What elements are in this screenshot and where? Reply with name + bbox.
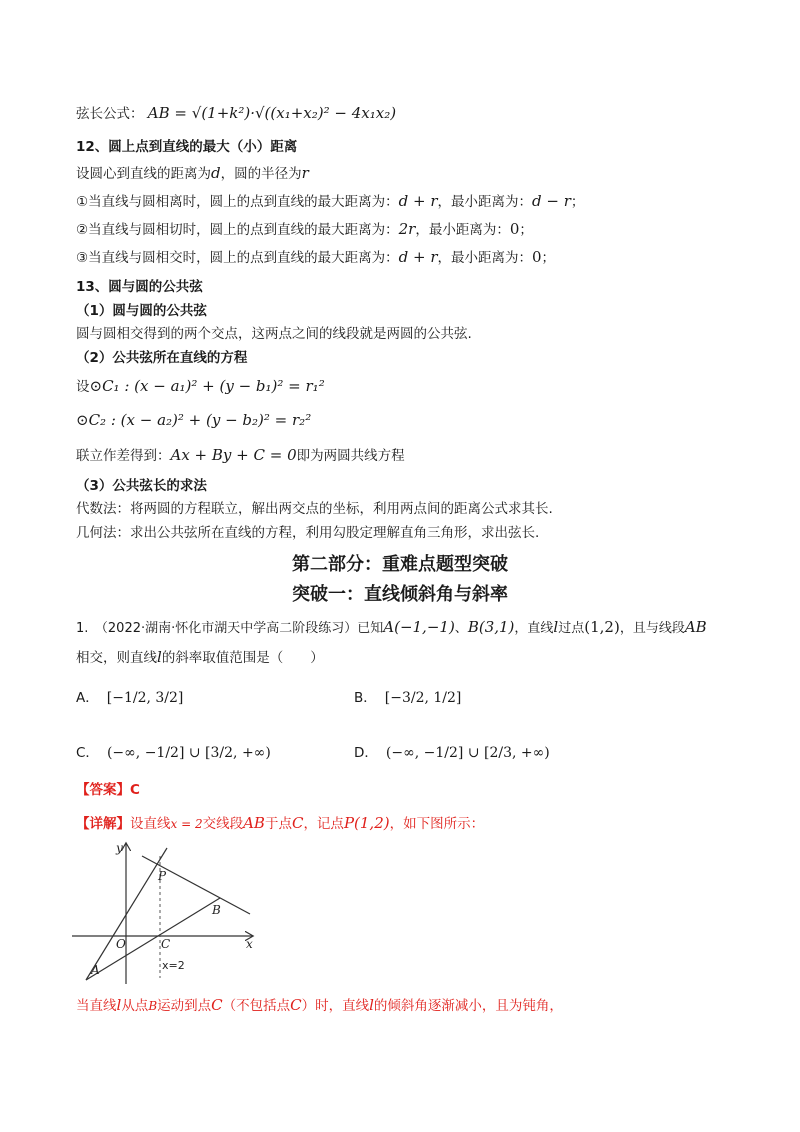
text: 当直线 (76, 998, 117, 1014)
text: 设 (76, 379, 90, 395)
text: ，最小距离为： (415, 222, 510, 238)
label-x: x (246, 937, 253, 951)
heading-13-3: （3）公共弦长的求法 (76, 478, 207, 494)
text: 、 (454, 621, 468, 636)
option-c[interactable] (76, 743, 271, 763)
heading-13-2: （2）公共弦所在直线的方程 (76, 350, 248, 366)
line-pb (142, 856, 250, 914)
math-min: 0 (532, 248, 542, 266)
option-label: B． (354, 690, 377, 706)
answer-value: C (130, 782, 140, 798)
text: ，圆的半径为 (220, 166, 302, 182)
label-b: B (212, 903, 221, 917)
text: ③当直线与圆相交时，圆上的点到直线的最大距离为： (76, 250, 399, 266)
math-d: d (211, 164, 221, 182)
circle1-equation (76, 376, 325, 397)
chord-length-formula: AB = √(1+k²)·√((x₁+x₂)² − 4x₁x₂) (147, 104, 397, 122)
math-max: 2r (398, 220, 416, 238)
line-13-1: 圆与圆相交得到的两个交点，这两点之间的线段就是两圆的公共弦. (76, 326, 472, 342)
answer-tag: 【答案】 (76, 782, 130, 798)
point-c: C (211, 996, 223, 1014)
text: 1. （2022·湖南·怀化市湖天中学高二阶段练习）已知 (76, 621, 384, 636)
option-label: C． (76, 745, 99, 761)
text: 交线段 (202, 816, 244, 832)
segment-ab (86, 898, 220, 980)
math-max: d + r (398, 248, 438, 266)
text: ； (519, 222, 533, 238)
text: ，最小距离为： (437, 250, 532, 266)
heading-12: 12、圆上点到直线的最大（小）距离 (76, 139, 298, 155)
text: ； (541, 250, 556, 266)
final-line (76, 995, 563, 1016)
line-12-case2 (76, 219, 533, 240)
text: 于点 (264, 816, 292, 832)
text: ，最小距离为： (437, 194, 532, 210)
part2-title: 第二部分：重难点题型突破 (292, 554, 508, 575)
option-value: [−1/2, 3/2] (106, 690, 184, 706)
circle2-formula: ⊙C₂ : (x − a₂)² + (y − b₂)² = r₂² (76, 411, 312, 429)
line-12-case3 (76, 247, 555, 268)
heading-13-1: （1）圆与圆的公共弦 (76, 303, 207, 319)
chord-length-line (76, 103, 396, 124)
segment-ab: AB (684, 618, 707, 636)
option-value: (−∞, −1/2] ∪ [3/2, +∞) (106, 745, 271, 761)
option-b[interactable] (354, 688, 461, 708)
text: ，直线 (514, 621, 554, 636)
option-value: (−∞, −1/2] ∪ [2/3, +∞) (385, 745, 550, 761)
text: 相交，则直线 (76, 650, 157, 666)
line-12-case1 (76, 191, 584, 212)
line-l: l (369, 996, 374, 1014)
text: 即为两圆共线方程 (296, 448, 405, 464)
combine-formula: Ax + By + C = 0 (170, 446, 297, 464)
question-line2 (76, 647, 324, 668)
answer-line (76, 780, 140, 800)
geometry-figure (70, 838, 270, 988)
text: ，记点 (303, 816, 344, 832)
text: 过点 (558, 621, 585, 636)
detail-tag: 【详解】 (76, 816, 130, 832)
circle2-equation (76, 410, 311, 431)
detail-line (76, 813, 484, 834)
text: ②当直线与圆相切时，圆上的点到直线的最大距离为： (76, 222, 399, 238)
circle1-formula: ⊙C₁ : (x − a₁)² + (y − b₁)² = r₁² (89, 377, 325, 395)
point: (1,2) (584, 618, 620, 636)
text: ； (570, 194, 585, 210)
text: 的倾斜角逐渐减小，且为钝角， (373, 998, 563, 1014)
algebra-method: 代数法：将两圆的方程联立，解出两交点的坐标，利用两点间的距离公式求其长. (76, 501, 553, 517)
text: 从点 (121, 998, 149, 1014)
line-l: l (116, 996, 122, 1014)
label-p: P (158, 869, 167, 883)
text: 的斜率取值范围是（ ） (161, 650, 324, 666)
label-y: y (116, 841, 123, 855)
math-max: d + r (398, 192, 438, 210)
point-p: P(1,2) (343, 814, 390, 832)
text: ，且与线段 (619, 621, 685, 636)
point-a: A(−1,−1) (383, 618, 455, 636)
text: ①当直线与圆相离时，圆上的点到直线的最大距离为： (76, 194, 399, 210)
line-12-intro (76, 163, 309, 184)
option-d[interactable] (354, 743, 550, 763)
math-x2: x = 2 (170, 817, 203, 831)
text: ，如下图所示： (389, 816, 485, 832)
text: 设圆心到直线的距离为 (76, 166, 211, 182)
point-b: B(3,1) (467, 618, 515, 636)
chord-length-label: 弦长公式： (76, 106, 144, 122)
math-min: d − r (532, 192, 571, 210)
option-a[interactable] (76, 688, 183, 708)
question-line1 (76, 617, 707, 639)
segment-ab: AB (243, 814, 265, 832)
option-value: [−3/2, 1/2] (384, 690, 462, 706)
geometry-method: 几何法：求出公共弦所在直线的方程，利用勾股定理解直角三角形，求出弦长. (76, 525, 540, 541)
math-r: r (301, 164, 309, 182)
line-l: l (157, 648, 162, 666)
label-x-equals-2: x=2 (162, 959, 185, 972)
text: 联立作差得到： (76, 448, 171, 464)
point-c: C (290, 996, 302, 1014)
breakthrough-title: 突破一：直线倾斜角与斜率 (292, 584, 508, 605)
math-min: 0 (509, 220, 520, 238)
point-c: C (291, 814, 304, 832)
option-label: D． (354, 745, 378, 761)
option-label: A． (76, 690, 99, 706)
text: ）时，直线 (301, 998, 370, 1014)
text: 设直线 (130, 816, 171, 832)
text: 运动到点 (157, 998, 212, 1014)
combine-line (76, 445, 405, 466)
heading-13: 13、圆与圆的公共弦 (76, 279, 203, 295)
line-l: l (553, 618, 559, 636)
label-c: C (161, 937, 171, 951)
point-b: B (148, 999, 158, 1013)
text: （不包括点 (222, 998, 291, 1014)
label-o: O (116, 937, 126, 951)
label-a: A (91, 963, 100, 977)
